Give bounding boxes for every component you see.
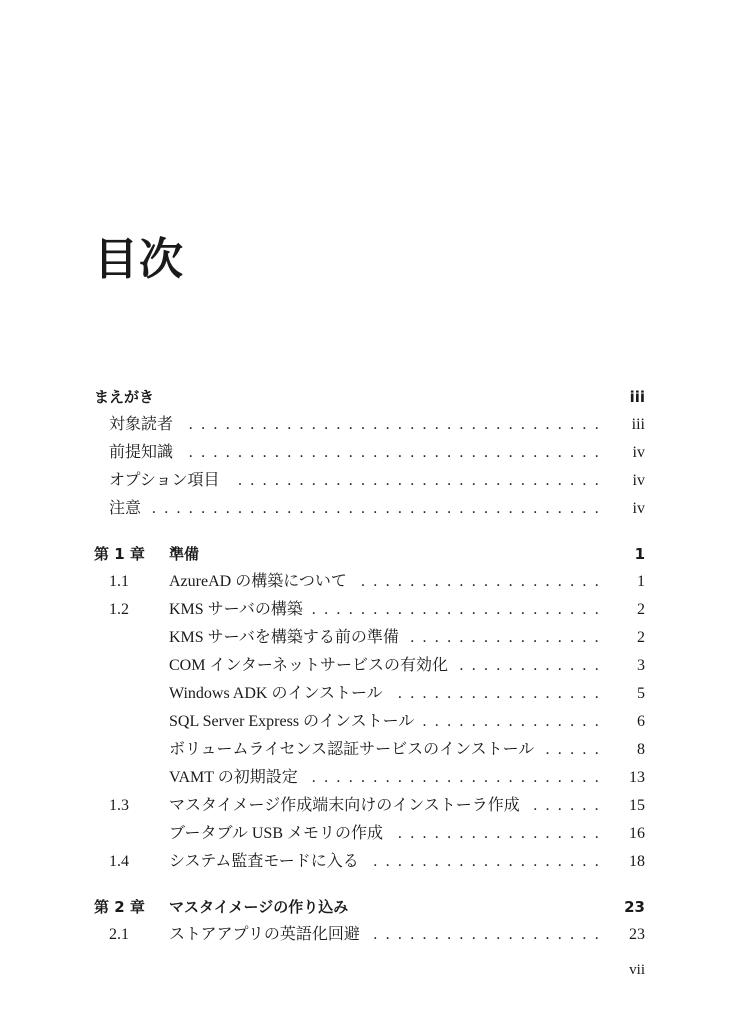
toc-label: KMS サーバを構築する前の準備 — [169, 629, 399, 646]
toc-entry-row[interactable] — [94, 439, 645, 467]
toc-label: ストアアプリの英語化回避 — [169, 926, 360, 943]
toc-entry-row[interactable] — [94, 820, 645, 848]
toc-page-number: 13 — [629, 769, 645, 786]
dot-leader: ..................................... — [151, 500, 607, 517]
toc-entry-row[interactable] — [94, 921, 645, 949]
toc-label: マスタイメージの作り込み — [169, 898, 349, 916]
toc-page-number: 23 — [624, 898, 645, 916]
toc-label: 前提知識 — [109, 444, 174, 461]
toc-entry-row[interactable] — [94, 792, 645, 820]
toc-label: COM インターネットサービスの有効化 — [169, 657, 449, 674]
toc-entry-row[interactable] — [94, 568, 645, 596]
dot-leader: .................................. — [188, 444, 607, 461]
toc-label: ボリュームライセンス認証サービスのインストール — [169, 741, 535, 758]
toc-number: 2.1 — [109, 926, 129, 943]
toc-entry-row[interactable] — [94, 652, 645, 680]
toc-label: SQL Server Express のインストール — [169, 713, 415, 730]
toc-page-number: 5 — [637, 685, 645, 702]
dot-leader: ................... — [373, 853, 607, 870]
dot-leader: .................... — [361, 573, 607, 590]
toc-page-number: 3 — [637, 657, 645, 674]
toc-page-number: 1 — [634, 545, 645, 563]
toc-label: マスタイメージ作成端末向けのインストーラ作成 — [169, 797, 520, 814]
dot-leader: ..... — [545, 741, 607, 758]
dot-leader: ...... — [533, 797, 607, 814]
toc-entry-row[interactable] — [94, 764, 645, 792]
toc-page-number: 6 — [637, 713, 645, 730]
toc-page-number: iv — [632, 472, 645, 489]
toc-page-number: 2 — [637, 601, 645, 618]
toc-entry-row[interactable] — [94, 411, 645, 439]
toc-label: AzureAD の構築について — [169, 573, 347, 590]
dot-leader: ................ — [410, 629, 607, 646]
toc-chapter-row[interactable] — [94, 540, 645, 568]
toc-number: 1.2 — [109, 601, 129, 618]
table-of-contents — [94, 383, 645, 949]
page-number: vii — [629, 962, 645, 978]
toc-page-number: 8 — [637, 741, 645, 758]
toc-number: 1.1 — [109, 573, 129, 590]
toc-entry-row[interactable] — [94, 680, 645, 708]
toc-page-number: iii — [631, 416, 645, 433]
toc-label: システム監査モードに入る — [169, 853, 359, 870]
toc-chapter-row[interactable] — [94, 893, 645, 921]
toc-label: 準備 — [169, 545, 200, 563]
dot-leader: ................. — [397, 825, 607, 842]
toc-label: 対象読者 — [109, 416, 174, 433]
toc-entry-row[interactable] — [94, 495, 645, 523]
toc-page-number: 2 — [637, 629, 645, 646]
dot-leader: ................. — [397, 685, 607, 702]
dot-leader: ........................ — [311, 769, 607, 786]
dot-leader: ........................ — [311, 601, 607, 618]
toc-label: KMS サーバの構築 — [169, 601, 303, 618]
toc-label: Windows ADK のインストール — [169, 685, 383, 702]
toc-label: 注意 — [109, 500, 142, 517]
toc-page-number: 23 — [629, 926, 645, 943]
toc-entry-row[interactable] — [94, 467, 645, 495]
dot-leader: .............................. — [238, 472, 607, 489]
dot-leader: ............... — [422, 713, 607, 730]
toc-entry-row[interactable] — [94, 596, 645, 624]
dot-leader: .................................. — [188, 416, 607, 433]
dot-leader: ................... — [373, 926, 607, 943]
page-title: 目次 — [94, 234, 184, 285]
toc-page-number: iv — [632, 444, 645, 461]
toc-entry-row[interactable] — [94, 708, 645, 736]
toc-chapter-row[interactable] — [94, 383, 645, 411]
dot-leader: ............ — [459, 657, 607, 674]
toc-page-number: 1 — [637, 573, 645, 590]
toc-page-number: 18 — [629, 853, 645, 870]
toc-label: ブータブル USB メモリの作成 — [169, 825, 384, 842]
toc-entry-row[interactable] — [94, 848, 645, 876]
toc-page-number: iv — [632, 500, 645, 517]
toc-entry-row[interactable] — [94, 736, 645, 764]
toc-page-number: 15 — [629, 797, 645, 814]
toc-number: 第 2 章 — [94, 898, 145, 916]
toc-number: 1.3 — [109, 797, 129, 814]
toc-number: 1.4 — [109, 853, 129, 870]
toc-entry-row[interactable] — [94, 624, 645, 652]
toc-page-number: iii — [629, 388, 645, 406]
toc-number: 第 1 章 — [94, 545, 145, 563]
toc-label: まえがき — [94, 388, 155, 406]
toc-page-number: 16 — [629, 825, 645, 842]
toc-label: VAMT の初期設定 — [169, 769, 298, 786]
toc-label: オプション項目 — [109, 472, 220, 489]
